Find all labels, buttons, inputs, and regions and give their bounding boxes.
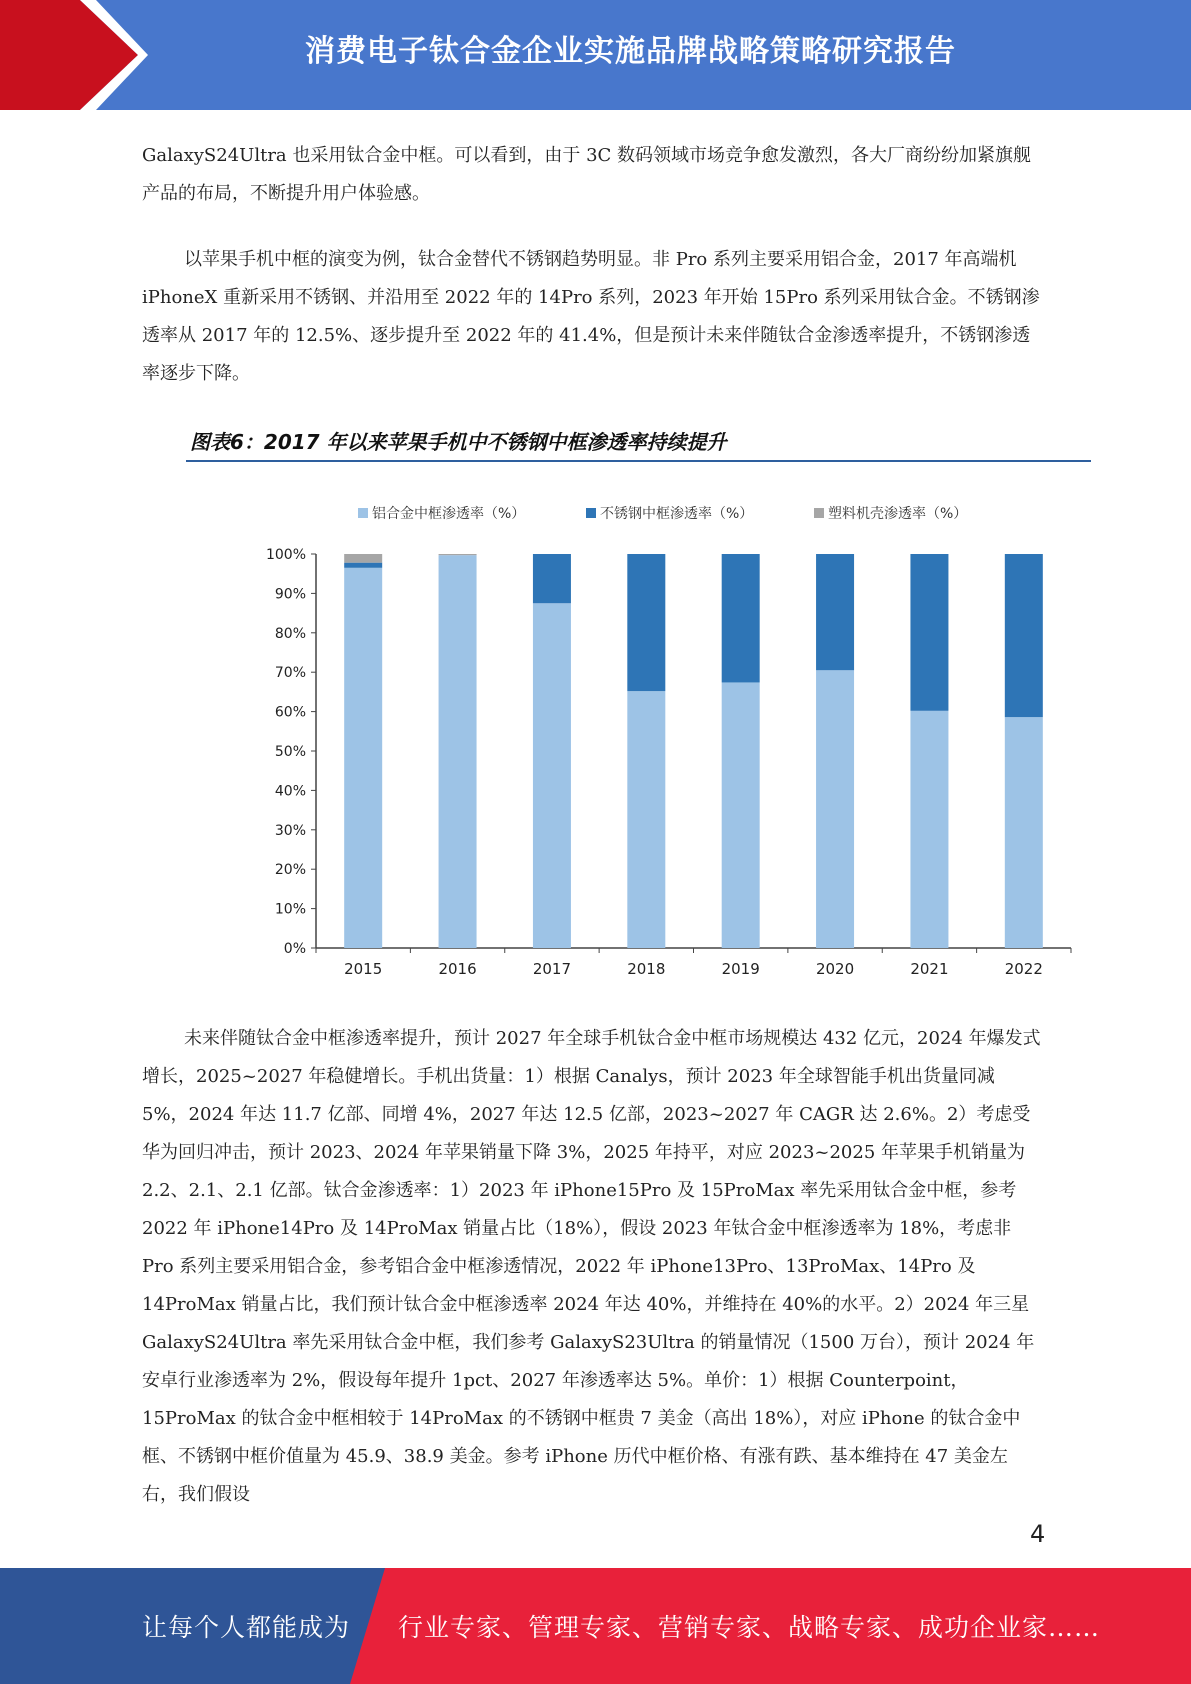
stacked-bar-chart	[186, 462, 1091, 978]
report-title: 消费电子钛合金企业实施品牌战略策略研究报告	[305, 34, 956, 69]
y-tick-label: 100%	[265, 547, 306, 563]
paragraph-market-forecast: 未来伴随钛合金中框渗透率提升，预计 2027 年全球手机钛合金中框市场规模达 432 亿元，2024 年爆发式增长，2025~2027 年稳健增长。手机出货量：1）根据 Canalys，预计 2023 年全球智能手机出货量同减 5%，2024 年达 11.7 亿部、同增 4%，2027 年达 12.5 亿部，2023~2027 年 CAGR 达 2.6%。2）考虑受华为回归冲击，预计 2023、2024 年苹果销量下降 3%，2025 年持平，对应 2023~2025 年苹果手机销量为 2.2、2.1、2.1 亿部。钛合金渗透率：1）2023 年 iPhone15Pro 及 15ProMax 率先采用钛合金中框，参考 2022 年 iPhone14Pro 及 14ProMax 销量占比（18%），假设 2023 年钛合金中框渗透率为 18%，考虑非 Pro 系列主要采用铝合金，参考铝合金中框渗透情况，2022 年 iPhone13Pro、13ProMax、14Pro 及 14ProMax 销量占比，我们预计钛合金中框渗透率 2024 年达 40%，并维持在 40%的水平。2）2024 年三星 GalaxyS24Ultra 率先采用钛合金中框，我们参考 GalaxyS23Ultra 的销量情况（1500 万台），预计 2024 年安卓行业渗透率为 2%，假设每年提升 1pct、2027 年渗透率达 5%。单价：1）根据 Counterpoint，15ProMax 的钛合金中框相较于 14ProMax 的不锈钢中框贵 7 美金（高出 18%），对应 iPhone 的钛合金中框、不锈钢中框价值量为 45.9、38.9 美金。参考 iPhone 历代中框价格、有涨有跌、基本维持在 47 美金左右，我们假设	[142, 1028, 1041, 1505]
x-tick-label: 2020	[815, 960, 855, 978]
bar-segment	[344, 554, 382, 563]
bar-segment	[1005, 554, 1043, 717]
bar-segment	[439, 555, 477, 948]
paragraph-iphone-frame: 以苹果手机中框的演变为例，钛合金替代不锈钢趋势明显。非 Pro 系列主要采用铝合金，2017 年高端机 iPhoneX 重新采用不锈钢、并沿用至 2022 年的 14Pro 系列，2023 年开始 15Pro 系列采用钛合金。不锈钢渗透率从 2017 年的 12.5%、逐步提升至 2022 年的 41.4%，但是预计未来伴随钛合金渗透率提升，不锈钢渗透率逐步下降。	[142, 249, 1040, 384]
bar-segment	[1005, 717, 1043, 948]
legend-label: 铝合金中框渗透率（%）	[372, 506, 526, 522]
footer-slogan-right: 行业专家、管理专家、营销专家、战略专家、成功企业家……	[398, 1613, 1101, 1642]
bar-segment	[533, 603, 571, 948]
y-tick-label: 50%	[274, 744, 306, 760]
x-tick-label: 2015	[344, 960, 383, 978]
x-tick-label: 2021	[910, 960, 949, 978]
bar-segment	[816, 670, 854, 948]
y-tick-label: 60%	[274, 704, 306, 721]
footer-slogan-left: 让每个人都能成为	[142, 1613, 351, 1642]
page-header	[0, 0, 1191, 110]
header-arrow-decoration	[0, 0, 150, 110]
x-tick-label: 2016	[438, 960, 477, 978]
y-tick-label: 70%	[274, 665, 306, 682]
y-tick-label: 10%	[274, 901, 306, 918]
bar-segment	[627, 554, 665, 691]
bar-segment	[344, 568, 382, 948]
x-tick-label: 2017	[532, 960, 572, 978]
y-tick-label: 20%	[274, 862, 306, 879]
bar-segment	[722, 554, 760, 682]
bar-segment	[910, 554, 948, 711]
x-tick-label: 2018	[627, 960, 666, 978]
y-tick-label: 0%	[283, 941, 306, 957]
penetration-chart	[186, 418, 1091, 978]
y-tick-label: 30%	[274, 822, 306, 839]
legend-swatch	[358, 508, 368, 518]
chart-title: 图表6：2017 年以来苹果手机中不锈钢中框渗透率持续提升	[190, 430, 727, 454]
bar-segment	[722, 682, 760, 948]
bar-segment	[439, 554, 477, 555]
bar-segment	[533, 554, 571, 603]
legend-swatch	[814, 508, 824, 518]
y-tick-label: 80%	[274, 625, 306, 642]
legend-swatch	[586, 508, 596, 518]
bar-segment	[816, 554, 854, 670]
x-tick-label: 2022	[1004, 960, 1043, 978]
legend-label: 塑料机壳渗透率（%）	[828, 506, 968, 522]
bar-segment	[627, 691, 665, 948]
bar-segment	[910, 711, 948, 948]
y-tick-label: 40%	[274, 783, 306, 800]
y-tick-label: 90%	[274, 586, 306, 603]
legend-label: 不锈钢中框渗透率（%）	[600, 506, 754, 522]
paragraph-intro: GalaxyS24Ultra 也采用钛合金中框。可以看到，由于 3C 数码领域市场竞争愈发激烈，各大厂商纷纷加紧旗舰产品的布局，不断提升用户体验感。	[142, 145, 1032, 204]
page-number: 4	[1030, 1520, 1046, 1548]
bar-segment	[344, 563, 382, 568]
x-tick-label: 2019	[721, 960, 760, 978]
page-footer	[0, 1568, 1191, 1684]
